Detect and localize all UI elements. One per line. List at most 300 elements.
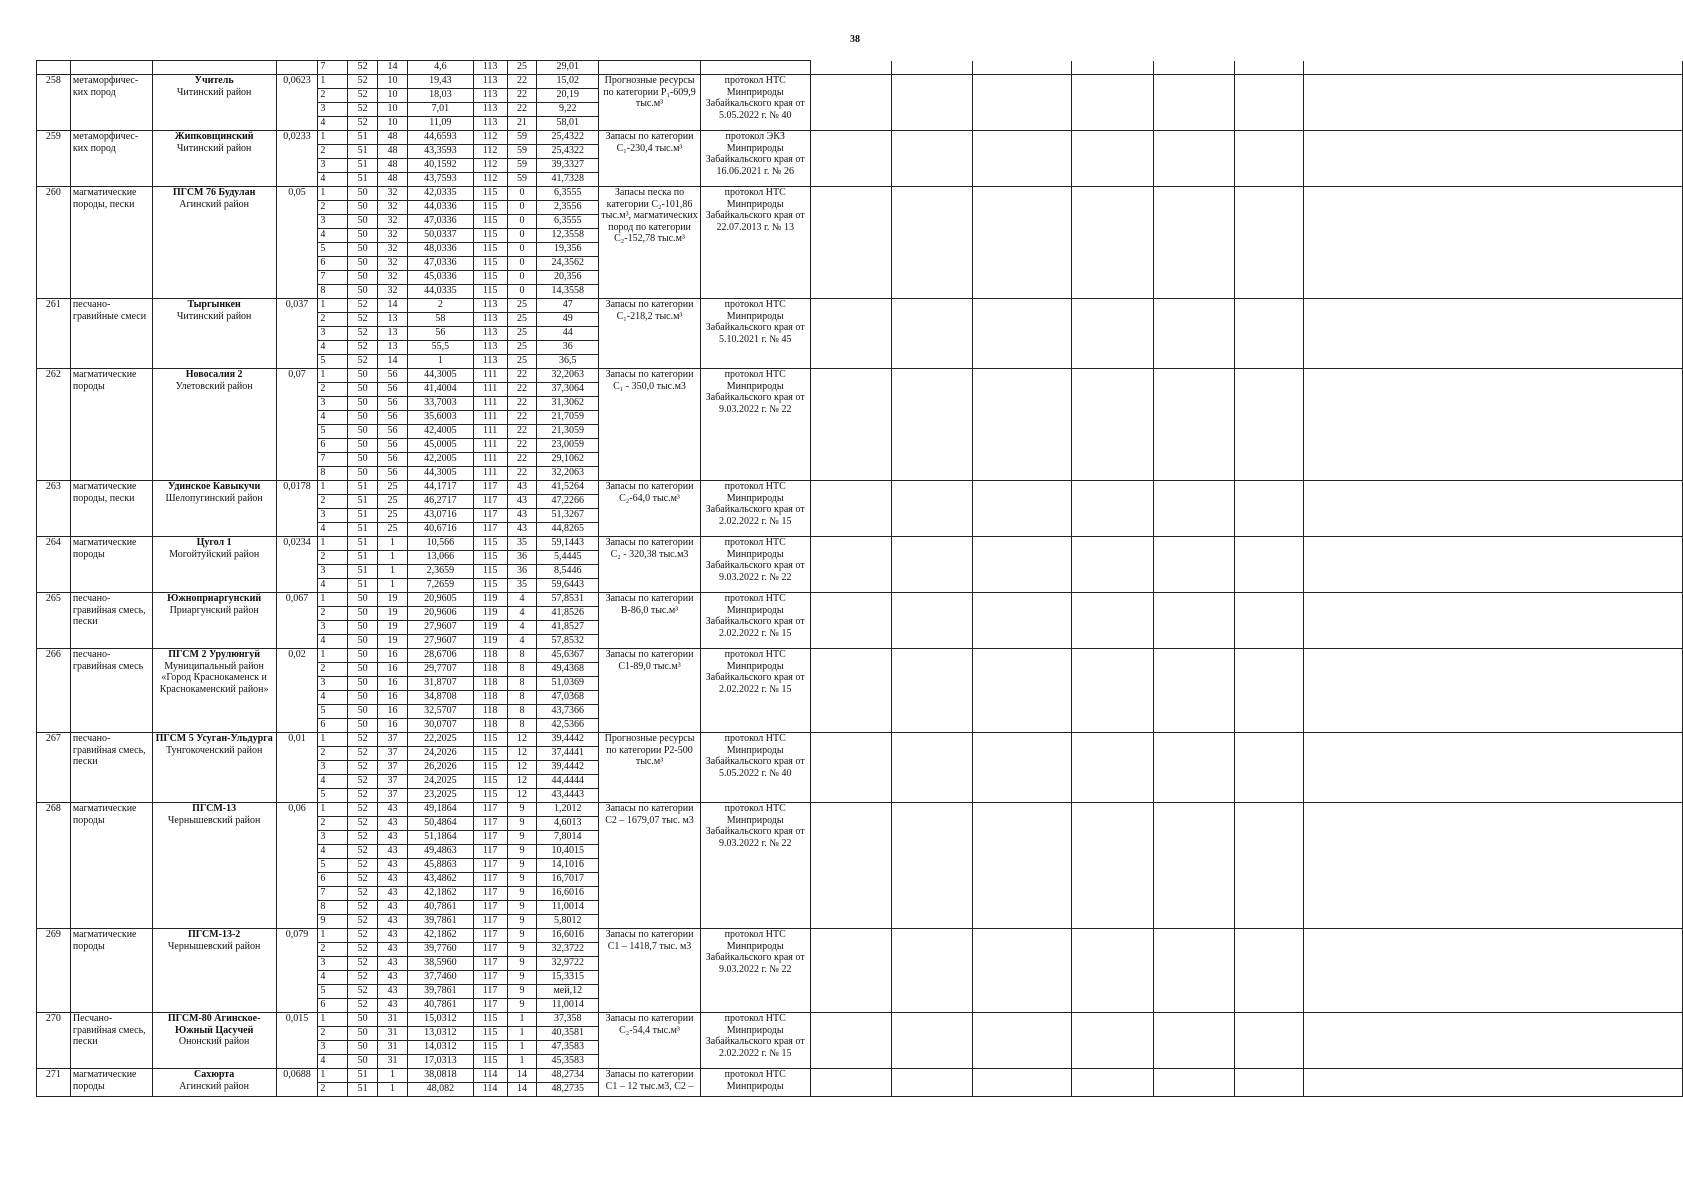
empty-cell xyxy=(276,61,318,75)
lon-deg: 117 xyxy=(473,901,507,915)
lat-deg: 52 xyxy=(348,775,378,789)
rock-type: песчано-гравийная смесь, пески xyxy=(70,733,152,803)
point-no: 2 xyxy=(318,89,348,103)
lon-min: 9 xyxy=(507,831,537,845)
empty-cell xyxy=(1234,299,1303,369)
point-no: 4 xyxy=(318,229,348,243)
empty-cell xyxy=(1234,481,1303,537)
reserves: Запасы песка по категории C₂-101,86 тыс.м³, магматических пород по категории C₂-152,78 тыс.м³ xyxy=(599,187,701,299)
lon-sec: 20,356 xyxy=(537,271,599,285)
lon-sec: 25,4322 xyxy=(537,131,599,145)
lon-sec: 48,2734 xyxy=(537,1069,599,1083)
lat-deg: 50 xyxy=(348,635,378,649)
empty-cell xyxy=(1072,481,1153,537)
point-no: 1 xyxy=(318,481,348,495)
lat-min: 43 xyxy=(378,859,408,873)
lon-sec: 6,3555 xyxy=(537,215,599,229)
site-cell xyxy=(152,649,276,733)
table-row xyxy=(37,593,1683,607)
lon-min: 9 xyxy=(507,859,537,873)
empty-cell xyxy=(973,649,1072,733)
area: 0,067 xyxy=(276,593,318,649)
lat-deg: 52 xyxy=(348,985,378,999)
point-no: 4 xyxy=(318,579,348,593)
area: 0,06 xyxy=(276,803,318,929)
point-no: 2 xyxy=(318,817,348,831)
lat-min: 32 xyxy=(378,285,408,299)
page-number: 38 xyxy=(850,34,860,45)
point-no: 3 xyxy=(318,327,348,341)
district: Могойтуйский район xyxy=(169,548,260,560)
lat-min: 19 xyxy=(378,635,408,649)
lon-min: 36 xyxy=(507,565,537,579)
lon-deg: 115 xyxy=(473,565,507,579)
site-cell xyxy=(152,537,276,593)
district: Агинский район xyxy=(179,1080,249,1092)
district: Тунгокоченский район xyxy=(165,744,263,756)
lon-deg: 117 xyxy=(473,817,507,831)
point-no: 6 xyxy=(318,873,348,887)
empty-cell xyxy=(1234,593,1303,649)
lat-deg: 52 xyxy=(348,943,378,957)
point-no: 5 xyxy=(318,985,348,999)
lon-deg: 113 xyxy=(473,313,507,327)
empty-cell xyxy=(1072,593,1153,649)
lon-deg: 112 xyxy=(473,173,507,187)
lat-sec: 51,1864 xyxy=(407,831,473,845)
lat-deg: 50 xyxy=(348,453,378,467)
empty-cell xyxy=(1234,75,1303,131)
lat-sec: 49,1864 xyxy=(407,803,473,817)
lon-deg: 115 xyxy=(473,201,507,215)
lon-min: 0 xyxy=(507,257,537,271)
lat-min: 32 xyxy=(378,201,408,215)
site-cell xyxy=(152,929,276,1013)
lat-sec: 24,2026 xyxy=(407,747,473,761)
empty-cell xyxy=(1072,131,1153,187)
point-no: 4 xyxy=(318,523,348,537)
lon-sec: 19,356 xyxy=(537,243,599,257)
point-no: 1 xyxy=(318,187,348,201)
lat-deg: 51 xyxy=(348,551,378,565)
lat-sec: 38,0818 xyxy=(407,1069,473,1083)
empty-cell xyxy=(1234,803,1303,929)
lat-deg: 52 xyxy=(348,747,378,761)
lon-sec: 29,01 xyxy=(537,61,599,75)
lon-deg: 113 xyxy=(473,327,507,341)
lon-min: 8 xyxy=(507,677,537,691)
lat-sec: 39,7760 xyxy=(407,943,473,957)
lon-sec: 14,1016 xyxy=(537,859,599,873)
empty-cell xyxy=(1153,131,1234,187)
lat-min: 43 xyxy=(378,985,408,999)
empty-cell xyxy=(810,61,891,75)
lon-deg: 113 xyxy=(473,61,507,75)
lat-deg: 52 xyxy=(348,299,378,313)
point-no: 6 xyxy=(318,257,348,271)
record-number: 259 xyxy=(37,131,71,187)
lon-min: 8 xyxy=(507,719,537,733)
lon-sec: 58,01 xyxy=(537,117,599,131)
rock-type: метаморфичес-ких пород xyxy=(70,75,152,131)
site-name: Тыргынкен xyxy=(187,299,241,310)
lat-sec: 40,6716 xyxy=(407,523,473,537)
lon-deg: 117 xyxy=(473,929,507,943)
record-number: 260 xyxy=(37,187,71,299)
lon-min: 9 xyxy=(507,803,537,817)
lat-min: 13 xyxy=(378,327,408,341)
empty-cell xyxy=(1304,1013,1683,1069)
point-no: 4 xyxy=(318,173,348,187)
lat-deg: 52 xyxy=(348,999,378,1013)
lat-min: 25 xyxy=(378,481,408,495)
lon-deg: 114 xyxy=(473,1069,507,1083)
lon-deg: 115 xyxy=(473,775,507,789)
area: 0,0688 xyxy=(276,1069,318,1097)
lon-min: 22 xyxy=(507,397,537,411)
lat-min: 16 xyxy=(378,649,408,663)
point-no: 3 xyxy=(318,957,348,971)
area: 0,037 xyxy=(276,299,318,369)
lon-min: 1 xyxy=(507,1041,537,1055)
table-row xyxy=(37,1069,1683,1083)
lat-sec: 32,5707 xyxy=(407,705,473,719)
rock-type: магматические породы xyxy=(70,929,152,1013)
lat-deg: 51 xyxy=(348,537,378,551)
lat-deg: 50 xyxy=(348,649,378,663)
lat-min: 43 xyxy=(378,845,408,859)
point-no: 1 xyxy=(318,593,348,607)
lat-min: 19 xyxy=(378,607,408,621)
lon-min: 59 xyxy=(507,159,537,173)
lon-sec: 44,4444 xyxy=(537,775,599,789)
lon-min: 0 xyxy=(507,229,537,243)
empty-cell xyxy=(810,187,891,299)
lat-sec: 39,7861 xyxy=(407,915,473,929)
lon-sec: 7,8014 xyxy=(537,831,599,845)
lat-sec: 56 xyxy=(407,327,473,341)
lon-min: 12 xyxy=(507,761,537,775)
lat-sec: 11,09 xyxy=(407,117,473,131)
lat-deg: 50 xyxy=(348,369,378,383)
point-no: 4 xyxy=(318,341,348,355)
empty-cell xyxy=(891,75,972,131)
point-no: 2 xyxy=(318,145,348,159)
lat-deg: 51 xyxy=(348,145,378,159)
lat-min: 32 xyxy=(378,215,408,229)
lat-min: 14 xyxy=(378,355,408,369)
district: Агинский район xyxy=(179,198,249,210)
record-number: 267 xyxy=(37,733,71,803)
lon-deg: 115 xyxy=(473,537,507,551)
lat-min: 14 xyxy=(378,61,408,75)
lat-deg: 51 xyxy=(348,159,378,173)
lon-deg: 115 xyxy=(473,789,507,803)
empty-cell xyxy=(973,299,1072,369)
lon-min: 9 xyxy=(507,985,537,999)
lat-deg: 50 xyxy=(348,411,378,425)
lat-deg: 50 xyxy=(348,467,378,481)
lon-deg: 111 xyxy=(473,453,507,467)
lon-deg: 117 xyxy=(473,999,507,1013)
protocol: протокол НТС Минприроды Забайкальского края от 2.02.2022 г. № 15 xyxy=(700,481,810,537)
lon-min: 25 xyxy=(507,61,537,75)
lat-sec: 33,7003 xyxy=(407,397,473,411)
lat-sec: 2,3659 xyxy=(407,565,473,579)
lon-deg: 115 xyxy=(473,285,507,299)
lon-sec: 32,2063 xyxy=(537,467,599,481)
lat-deg: 50 xyxy=(348,719,378,733)
empty-cell xyxy=(1153,369,1234,481)
record-number: 265 xyxy=(37,593,71,649)
lat-deg: 50 xyxy=(348,425,378,439)
rock-type: магматические породы, пески xyxy=(70,187,152,299)
district: Читинский район xyxy=(176,86,252,98)
lon-deg: 115 xyxy=(473,1041,507,1055)
point-no: 3 xyxy=(318,215,348,229)
lon-min: 12 xyxy=(507,775,537,789)
lon-min: 0 xyxy=(507,271,537,285)
empty-cell xyxy=(1304,75,1683,131)
lon-min: 59 xyxy=(507,131,537,145)
lat-sec: 17,0313 xyxy=(407,1055,473,1069)
empty-cell xyxy=(973,187,1072,299)
lat-sec: 44,0335 xyxy=(407,285,473,299)
record-number: 268 xyxy=(37,803,71,929)
empty-cell xyxy=(810,369,891,481)
area: 0,02 xyxy=(276,649,318,733)
lat-deg: 50 xyxy=(348,383,378,397)
protocol: протокол НТС Минприроды Забайкальского края от 9.03.2022 г. № 22 xyxy=(700,369,810,481)
lat-min: 48 xyxy=(378,131,408,145)
empty-cell xyxy=(1072,649,1153,733)
lon-deg: 115 xyxy=(473,579,507,593)
site-cell xyxy=(152,593,276,649)
lat-deg: 51 xyxy=(348,1083,378,1097)
point-no: 7 xyxy=(318,271,348,285)
lon-sec: 2,3556 xyxy=(537,201,599,215)
lon-deg: 119 xyxy=(473,635,507,649)
lat-deg: 50 xyxy=(348,663,378,677)
lon-deg: 117 xyxy=(473,495,507,509)
lat-min: 43 xyxy=(378,915,408,929)
district: Читинский район xyxy=(176,142,252,154)
point-no: 3 xyxy=(318,159,348,173)
empty-cell xyxy=(1153,75,1234,131)
lon-min: 43 xyxy=(507,509,537,523)
lat-sec: 44,1717 xyxy=(407,481,473,495)
lon-deg: 117 xyxy=(473,985,507,999)
point-no: 3 xyxy=(318,565,348,579)
lon-min: 14 xyxy=(507,1069,537,1083)
empty-cell xyxy=(810,537,891,593)
lat-deg: 50 xyxy=(348,187,378,201)
lon-min: 0 xyxy=(507,201,537,215)
record-number: 269 xyxy=(37,929,71,1013)
empty-cell xyxy=(810,481,891,537)
empty-cell xyxy=(973,369,1072,481)
lat-sec: 26,2026 xyxy=(407,761,473,775)
lon-min: 9 xyxy=(507,901,537,915)
protocol: протокол НТС Минприроды Забайкальского края от 9.03.2022 г. № 22 xyxy=(700,537,810,593)
lon-sec: 21,7059 xyxy=(537,411,599,425)
lat-min: 56 xyxy=(378,453,408,467)
empty-cell xyxy=(891,733,972,803)
lat-deg: 50 xyxy=(348,1027,378,1041)
point-no: 3 xyxy=(318,397,348,411)
point-no: 4 xyxy=(318,635,348,649)
reserves: Запасы по категории C₁-218,2 тыс.м³ xyxy=(599,299,701,369)
lat-min: 48 xyxy=(378,173,408,187)
table-row xyxy=(37,131,1683,145)
table-row xyxy=(37,187,1683,201)
point-no: 1 xyxy=(318,75,348,89)
area: 0,079 xyxy=(276,929,318,1013)
point-no: 7 xyxy=(318,887,348,901)
lon-min: 9 xyxy=(507,971,537,985)
record-number: 266 xyxy=(37,649,71,733)
lon-min: 25 xyxy=(507,313,537,327)
site-cell xyxy=(152,299,276,369)
lat-min: 1 xyxy=(378,537,408,551)
lat-sec: 49,4863 xyxy=(407,845,473,859)
lat-min: 16 xyxy=(378,663,408,677)
point-no: 4 xyxy=(318,411,348,425)
lon-min: 12 xyxy=(507,789,537,803)
record-number: 264 xyxy=(37,537,71,593)
empty-cell xyxy=(891,803,972,929)
lon-deg: 117 xyxy=(473,481,507,495)
lat-deg: 52 xyxy=(348,61,378,75)
site-cell xyxy=(152,369,276,481)
empty-cell xyxy=(1072,1013,1153,1069)
area: 0,07 xyxy=(276,369,318,481)
point-no: 2 xyxy=(318,943,348,957)
lon-min: 8 xyxy=(507,691,537,705)
lat-deg: 52 xyxy=(348,761,378,775)
lat-min: 13 xyxy=(378,313,408,327)
empty-cell xyxy=(1072,369,1153,481)
lon-sec: 51,0369 xyxy=(537,677,599,691)
point-no: 1 xyxy=(318,537,348,551)
lon-min: 12 xyxy=(507,747,537,761)
lat-min: 1 xyxy=(378,1069,408,1083)
reserves: Запасы по категории C₂-64,0 тыс.м³ xyxy=(599,481,701,537)
lat-deg: 52 xyxy=(348,915,378,929)
rock-type: метаморфичес-ких пород xyxy=(70,131,152,187)
lon-deg: 115 xyxy=(473,1013,507,1027)
area: 0,0233 xyxy=(276,131,318,187)
empty-cell xyxy=(1304,187,1683,299)
site-cell xyxy=(152,187,276,299)
lat-deg: 50 xyxy=(348,215,378,229)
lat-sec: 40,1592 xyxy=(407,159,473,173)
lon-deg: 112 xyxy=(473,131,507,145)
protocol: протокол НТС Минприроды Забайкальского края от 5.10.2021 г. № 45 xyxy=(700,299,810,369)
lat-min: 56 xyxy=(378,383,408,397)
point-no: 4 xyxy=(318,845,348,859)
lon-sec: 45,6367 xyxy=(537,649,599,663)
point-no: 4 xyxy=(318,775,348,789)
point-no: 3 xyxy=(318,103,348,117)
lon-min: 9 xyxy=(507,915,537,929)
lon-sec: 47 xyxy=(537,299,599,313)
rock-type: песчано-гравийные смеси xyxy=(70,299,152,369)
lat-sec: 38,5960 xyxy=(407,957,473,971)
point-no: 2 xyxy=(318,1083,348,1097)
empty-cell xyxy=(70,61,152,75)
lat-deg: 52 xyxy=(348,845,378,859)
point-no: 3 xyxy=(318,761,348,775)
lat-deg: 52 xyxy=(348,803,378,817)
lon-sec: 16,7017 xyxy=(537,873,599,887)
lat-min: 43 xyxy=(378,817,408,831)
lat-deg: 50 xyxy=(348,621,378,635)
point-no: 2 xyxy=(318,1027,348,1041)
reserves: Запасы по категории C2 – 1679,07 тыс. м3 xyxy=(599,803,701,929)
lon-deg: 111 xyxy=(473,439,507,453)
lon-deg: 118 xyxy=(473,649,507,663)
lon-min: 9 xyxy=(507,887,537,901)
lon-sec: 37,358 xyxy=(537,1013,599,1027)
site-name: ПГСМ-80 Агинское-Южный Цасучей xyxy=(167,1013,261,1036)
lat-min: 43 xyxy=(378,873,408,887)
lon-deg: 119 xyxy=(473,621,507,635)
lat-deg: 51 xyxy=(348,495,378,509)
area: 0,0623 xyxy=(276,75,318,131)
lon-sec: 4,6013 xyxy=(537,817,599,831)
protocol: протокол НТС Минприроды xyxy=(700,1069,810,1097)
lat-sec: 47,0336 xyxy=(407,257,473,271)
table-row xyxy=(37,929,1683,943)
lat-sec: 43,7593 xyxy=(407,173,473,187)
point-no: 2 xyxy=(318,747,348,761)
lon-sec: 21,3059 xyxy=(537,425,599,439)
empty-cell xyxy=(891,929,972,1013)
rock-type: Песчано-гравийная смесь, пески xyxy=(70,1013,152,1069)
lon-sec: 49,4368 xyxy=(537,663,599,677)
empty-cell xyxy=(891,481,972,537)
empty-cell xyxy=(1072,187,1153,299)
lat-deg: 51 xyxy=(348,481,378,495)
table-row xyxy=(37,61,1683,75)
lon-deg: 111 xyxy=(473,425,507,439)
lon-sec: 41,8527 xyxy=(537,621,599,635)
lat-sec: 58 xyxy=(407,313,473,327)
lat-min: 16 xyxy=(378,691,408,705)
lat-sec: 48,082 xyxy=(407,1083,473,1097)
empty-cell xyxy=(973,1013,1072,1069)
empty-cell xyxy=(810,131,891,187)
lat-deg: 51 xyxy=(348,173,378,187)
lon-min: 59 xyxy=(507,173,537,187)
point-no: 9 xyxy=(318,915,348,929)
empty-cell xyxy=(1234,537,1303,593)
lat-sec: 42,0335 xyxy=(407,187,473,201)
rock-type: песчано-гравийная смесь, пески xyxy=(70,593,152,649)
lat-min: 31 xyxy=(378,1055,408,1069)
lat-deg: 52 xyxy=(348,789,378,803)
empty-cell xyxy=(891,131,972,187)
lon-deg: 115 xyxy=(473,257,507,271)
lat-sec: 20,9606 xyxy=(407,607,473,621)
lat-min: 19 xyxy=(378,593,408,607)
table-row xyxy=(37,649,1683,663)
lon-deg: 115 xyxy=(473,187,507,201)
point-no: 6 xyxy=(318,719,348,733)
lon-min: 43 xyxy=(507,523,537,537)
rock-type: магматические породы xyxy=(70,369,152,481)
